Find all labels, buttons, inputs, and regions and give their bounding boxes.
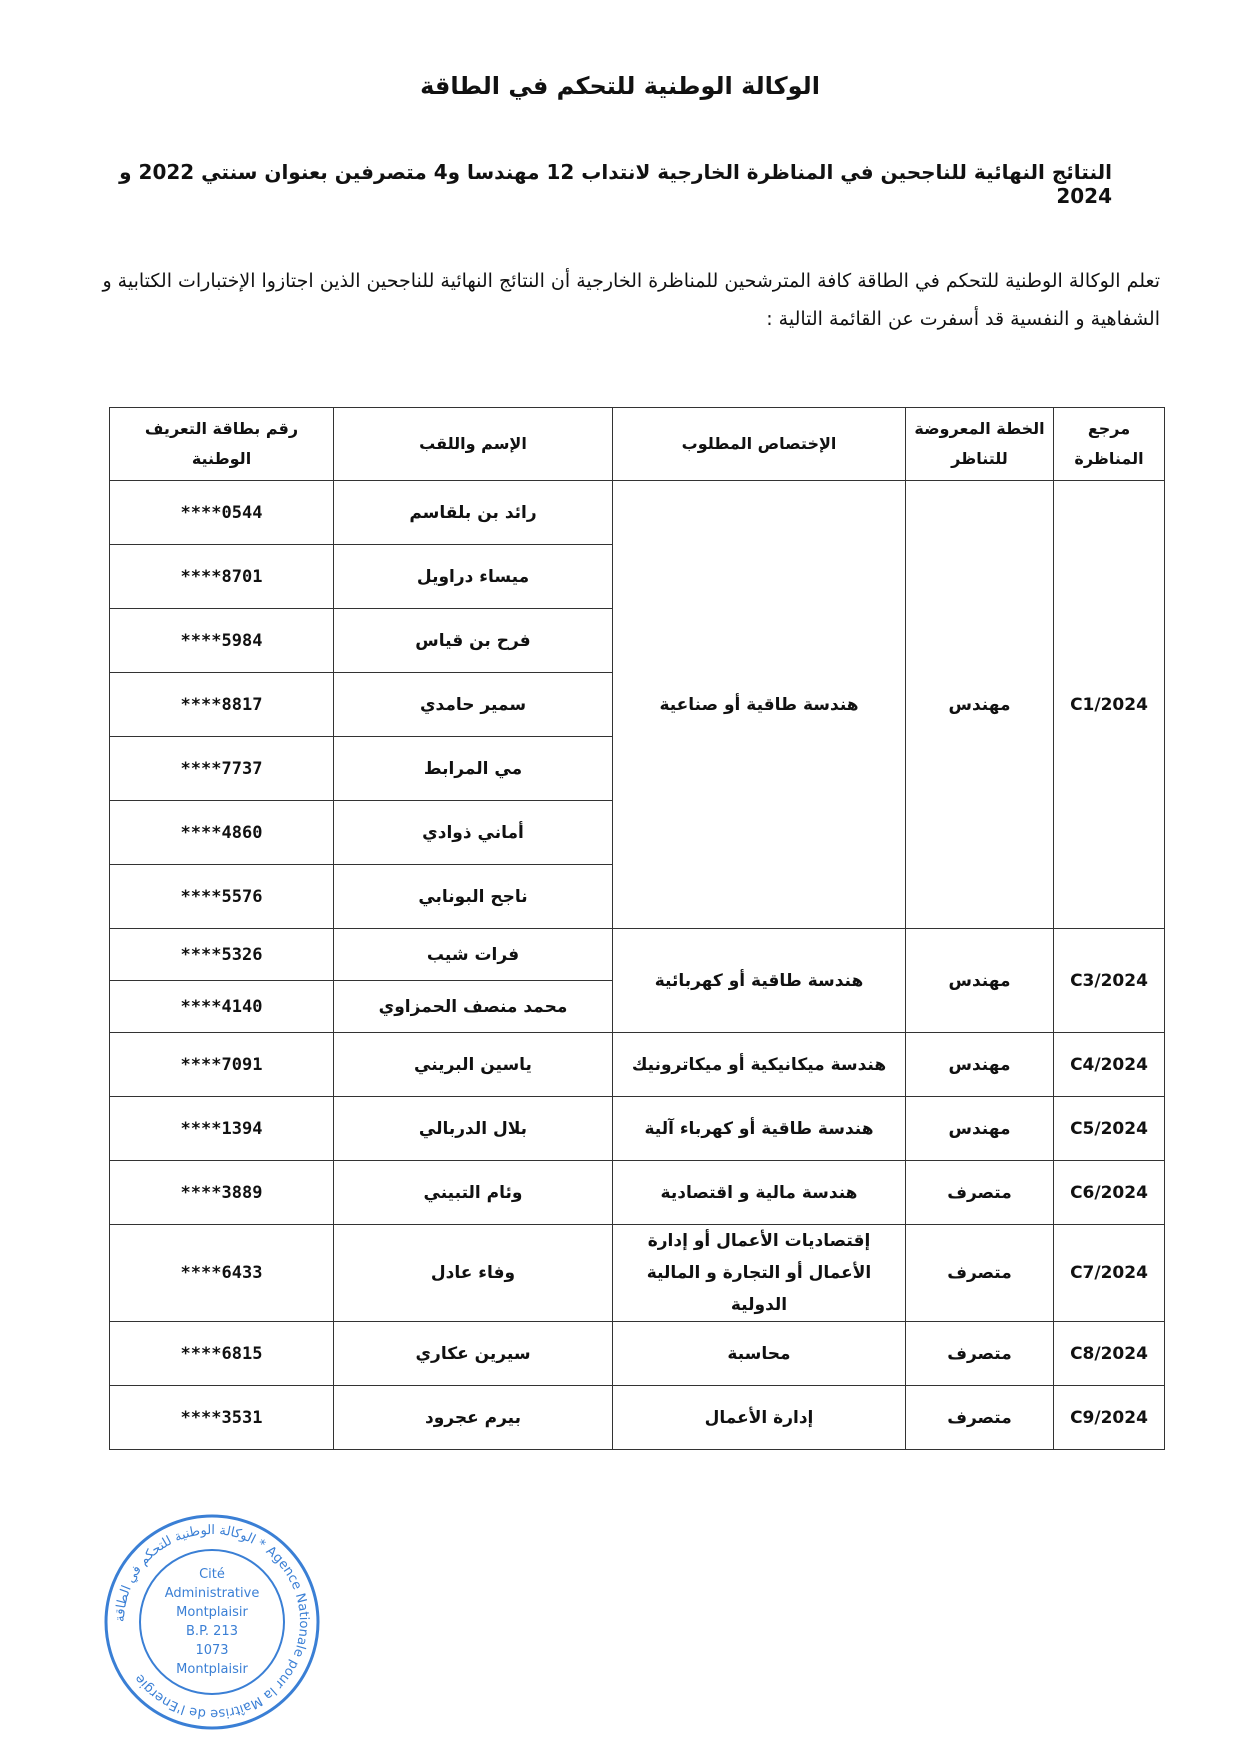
offered-position: مهندس <box>906 929 1054 1033</box>
required-specialty: إدارة الأعمال <box>613 1386 906 1450</box>
competition-reference: C3/2024 <box>1054 929 1165 1033</box>
candidate-name: وفاء عادل <box>334 1225 613 1322</box>
header-specialty: الإختصاص المطلوب <box>613 408 906 481</box>
national-id-number: ****4140 <box>110 981 334 1033</box>
stamp-center-line: B.P. 213 <box>186 1624 238 1639</box>
competition-reference: C9/2024 <box>1054 1386 1165 1450</box>
required-specialty: هندسة طاقية أو كهرباء آلية <box>613 1097 906 1161</box>
offered-position: مهندس <box>906 481 1054 929</box>
table-row <box>110 1097 1165 1161</box>
competition-reference: C8/2024 <box>1054 1322 1165 1386</box>
required-specialty: هندسة مالية و اقتصادية <box>613 1161 906 1225</box>
table-row <box>110 1386 1165 1450</box>
national-id-number: ****4860 <box>110 801 334 865</box>
candidate-name: وئام التبيني <box>334 1161 613 1225</box>
stamp-center-line: Montplaisir <box>176 1605 248 1620</box>
offered-position: متصرف <box>906 1225 1054 1322</box>
national-id-number: ****1394 <box>110 1097 334 1161</box>
intro-paragraph: تعلم الوكالة الوطنية للتحكم في الطاقة كافة المترشحين للمناظرة الخارجية أن النتائج النهائية للناجحين الذين اجتازوا الإختبارات الكتابية و الشفاهية و النفسية قد أسفرت عن القائمة التالية : <box>102 270 1160 330</box>
stamp-center-text <box>165 1567 260 1677</box>
offered-position: متصرف <box>906 1161 1054 1225</box>
candidate-name: فرات شيب <box>334 929 613 981</box>
table-row <box>110 481 1165 545</box>
national-id-number: ****3889 <box>110 1161 334 1225</box>
competition-reference: C5/2024 <box>1054 1097 1165 1161</box>
results-body <box>110 481 1165 1450</box>
table-header-row <box>110 408 1165 481</box>
table-row <box>110 1225 1165 1322</box>
national-id-number: ****6815 <box>110 1322 334 1386</box>
candidate-name: محمد منصف الحمزاوي <box>334 981 613 1033</box>
national-id-number: ****5326 <box>110 929 334 981</box>
competition-reference: C4/2024 <box>1054 1033 1165 1097</box>
candidate-name: ميساء دراويل <box>334 545 613 609</box>
required-specialty: هندسة ميكانيكية أو ميكاترونيك <box>613 1033 906 1097</box>
table-row <box>110 1322 1165 1386</box>
national-id-number: ****8817 <box>110 673 334 737</box>
competition-reference: C6/2024 <box>1054 1161 1165 1225</box>
required-specialty: هندسة طاقية أو كهربائية <box>613 929 906 1033</box>
document-subtitle: النتائج النهائية للناجحين في المناظرة الخارجية لانتداب 12 مهندسا و4 متصرفين بعنوان سنتي 2022 و 2024 <box>119 160 1112 208</box>
national-id-number: ****7737 <box>110 737 334 801</box>
candidate-name: رائد بن بلقاسم <box>334 481 613 545</box>
offered-position: متصرف <box>906 1386 1054 1450</box>
national-id-number: ****5984 <box>110 609 334 673</box>
candidate-name: ياسين البريني <box>334 1033 613 1097</box>
candidate-name: بيرم عجرود <box>334 1386 613 1450</box>
table-row <box>110 929 1165 981</box>
candidate-name: فرح بن قياس <box>334 609 613 673</box>
candidate-name: ناجح البونابي <box>334 865 613 929</box>
stamp-center-line: Cité <box>199 1567 225 1582</box>
national-id-number: ****6433 <box>110 1225 334 1322</box>
stamp-outer-ring <box>106 1516 318 1728</box>
header-id: رقم بطاقة التعريف الوطنية <box>110 408 334 481</box>
competition-reference: C1/2024 <box>1054 481 1165 929</box>
stamp-center-line: Montplaisir <box>176 1662 248 1677</box>
agency-stamp <box>102 1512 322 1732</box>
national-id-number: ****5576 <box>110 865 334 929</box>
required-specialty: إقتصاديات الأعمال أو إدارة الأعمال أو التجارة و المالية الدولية <box>613 1225 906 1322</box>
competition-reference: C7/2024 <box>1054 1225 1165 1322</box>
agency-title: الوكالة الوطنية للتحكم في الطاقة <box>420 72 820 100</box>
national-id-number: ****0544 <box>110 481 334 545</box>
national-id-number: ****8701 <box>110 545 334 609</box>
table-row <box>110 1161 1165 1225</box>
offered-position: متصرف <box>906 1322 1054 1386</box>
offered-position: مهندس <box>906 1033 1054 1097</box>
required-specialty: محاسبة <box>613 1322 906 1386</box>
required-specialty: هندسة طاقية أو صناعية <box>613 481 906 929</box>
offered-position: مهندس <box>906 1097 1054 1161</box>
candidate-name: سيرين عكاري <box>334 1322 613 1386</box>
candidate-name: أماني ذوادي <box>334 801 613 865</box>
stamp-center-line: 1073 <box>195 1643 229 1658</box>
candidate-name: مي المرابط <box>334 737 613 801</box>
header-plan: الخطة المعروضة للتناظر <box>906 408 1054 481</box>
stamp-center-line: Administrative <box>164 1586 260 1601</box>
stamp-ring-text: الوكالة الوطنية للتحكم في الطاقة * Agence Nationale pour la Maîtrise de l'Energie <box>112 1522 312 1722</box>
national-id-number: ****3531 <box>110 1386 334 1450</box>
candidate-name: بلال الدربالي <box>334 1097 613 1161</box>
national-id-number: ****7091 <box>110 1033 334 1097</box>
header-name: الإسم واللقب <box>334 408 613 481</box>
candidate-name: سمير حامدي <box>334 673 613 737</box>
header-reference: مرجع المناظرة <box>1054 408 1165 481</box>
results-table <box>109 407 1165 1450</box>
table-row <box>110 1033 1165 1097</box>
